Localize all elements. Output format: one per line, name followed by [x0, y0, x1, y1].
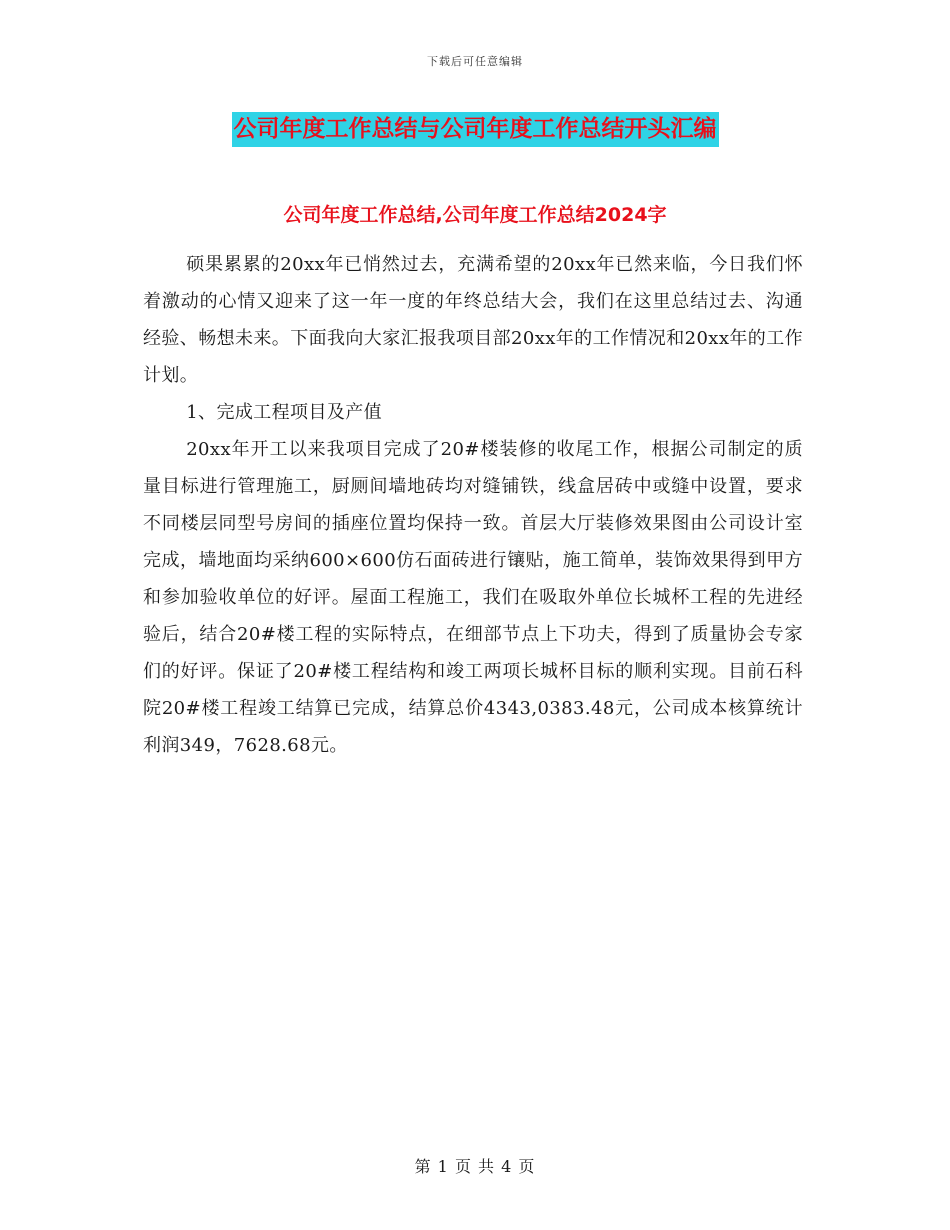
- document-title-text: 公司年度工作总结与公司年度工作总结开头汇编: [232, 112, 719, 147]
- document-title: [0, 112, 950, 147]
- document-body: [143, 246, 803, 764]
- page-footer-page-number: 第 1 页 共 4 页: [414, 1157, 536, 1176]
- body-section-heading: 1、完成工程项目及产值: [186, 402, 383, 423]
- body-paragraph-intro: 硕果累累的20xx年已悄然过去，充满希望的20xx年已然来临，今日我们怀着激动的心情又迎来了这一年一度的年终总结大会，我们在这里总结过去、沟通经验、畅想未来。下面我向大家汇报我项目部20xx年的工作情况和20xx年的工作计划。: [143, 254, 804, 386]
- document-subtitle: 公司年度工作总结,公司年度工作总结2024字: [283, 204, 667, 226]
- body-paragraph-details: 20xx年开工以来我项目完成了20#楼装修的收尾工作，根据公司制定的质量目标进行管理施工，厨厕间墙地砖均对缝铺铁，线盒居砖中或缝中设置，要求不同楼层同型号房间的插座位置均保持一致。首层大厅装修效果图由公司设计室完成，墙地面均采纳600×600仿石面砖进行镶贴，施工简单，装饰效果得到甲方和参加验收单位的好评。屋面工程施工，我们在吸取外单位长城杯工程的先进经验后，结合20#楼工程的实际特点，在细部节点上下功夫，得到了质量协会专家们的好评。保证了20#楼工程结构和竣工两项长城杯目标的顺利实现。目前石科院20#楼工程竣工结算已完成，结算总价4343,0383.48元，公司成本核算统计利润349，7628.68元。: [143, 439, 803, 756]
- page-header-note: 下载后可任意编辑: [427, 55, 523, 68]
